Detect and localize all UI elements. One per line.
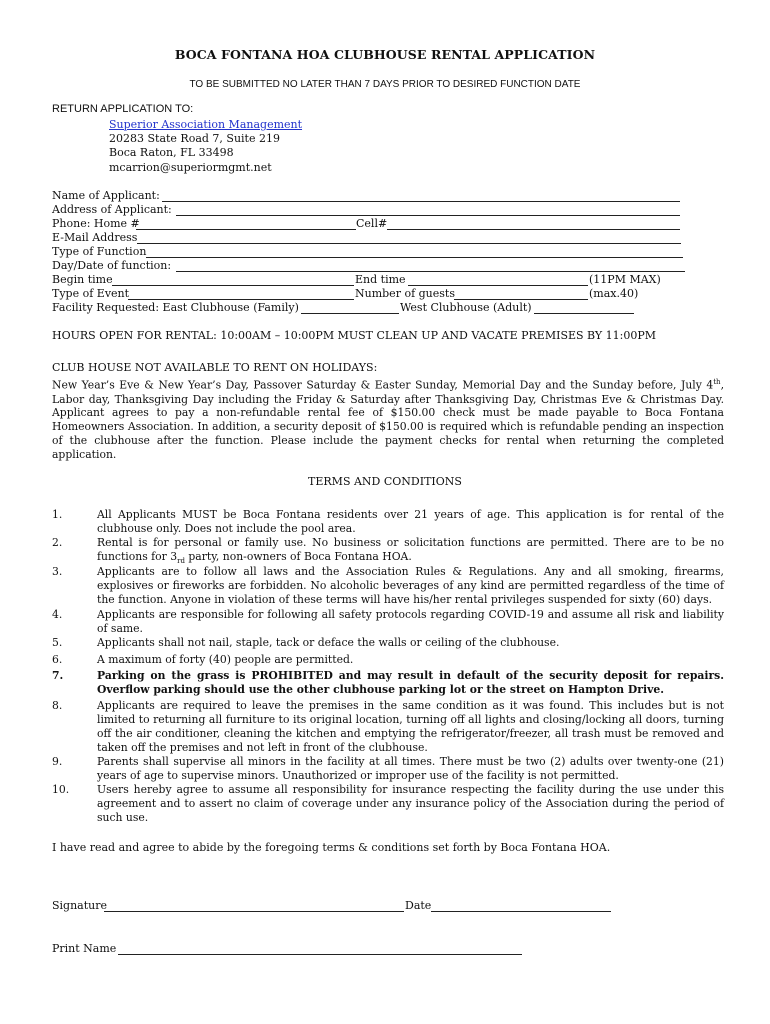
name-label: Name of Applicant: (52, 189, 160, 202)
type-function-field[interactable] (146, 257, 683, 258)
day-date-field[interactable] (176, 271, 685, 272)
guests-label: Number of guests (355, 287, 455, 300)
date-label: Date (405, 899, 432, 912)
type-event-field[interactable] (128, 299, 354, 300)
print-name-label: Print Name (52, 942, 117, 955)
print-name-field[interactable] (118, 954, 522, 955)
guests-field[interactable] (454, 299, 588, 300)
phone-home-label: Phone: Home # (52, 217, 140, 230)
end-time-field[interactable] (408, 285, 588, 286)
holidays-paragraph: New Year’s Eve & New Year’s Day, Passover Saturday & Easter Sunday, Memorial Day and the Sunday before, July 4th, Labor day, Thanksgiving Day including the Friday & Saturday after Thanksgiving Day, Christmas Eve & Christmas Day. Applicant agrees to pay a non-refundable rental fee of $150.00 check must be made payable to Boca Fontana Homeowners Association. In addition, a security deposit of $150.00 is required which is refundable pending an inspection of the clubhouse after the function. Please include the payment checks for rental when returning the completed application. (52, 378, 724, 462)
address-label: Address of Applicant: (52, 203, 172, 216)
facility-label: Facility Requested: East Clubhouse (Family) (52, 301, 299, 314)
phone-home-field[interactable] (136, 229, 356, 230)
end-time-label: End time (355, 273, 406, 286)
address-field[interactable] (176, 215, 680, 216)
type-function-label: Type of Function (52, 245, 147, 258)
terms-heading: TERMS AND CONDITIONS (308, 475, 462, 488)
company-link[interactable]: Superior Association Management (109, 118, 303, 131)
day-date-label: Day/Date of function: (52, 259, 172, 272)
west-clubhouse-label: West Clubhouse (Adult) (400, 301, 532, 314)
document-subtitle: TO BE SUBMITTED NO LATER THAN 7 DAYS PRIOR TO DESIRED FUNCTION DATE (189, 79, 581, 90)
begin-time-label: Begin time (52, 273, 113, 286)
application-page: BOCA FONTANA HOA CLUBHOUSE RENTAL APPLICATION TO BE SUBMITTED NO LATER THAN 7 DAYS PRIOR TO DESIRED FUNCTION DATE RETURN APPLICATION TO: Superior Association Management 20283 State Road 7, Suite 219 Boca Raton, FL 33498 mcarrion@superiormgmt.net Name of Applicant: Address of Applicant: Phone: Home # Cell# E-Mail Address Type of Function Day/Date of function: Begin time End time (11PM MAX) Type of Event Number of guests (max.40) Facility Requested: East Clubhouse (Family) West Clubhouse (Adult) HOURS OPEN FOR RENTAL: 10:00AM – 10:00PM MUST CLEAN UP AND VACATE PREMISES BY 11:00PM CLUB HOUSE NOT AVAILABLE TO RENT ON HOLIDAYS: New Year’s Eve & New Year’s Day, Passover Saturday & Easter Sunday, Memorial Day and the Sunday before, July 4th, Labor day, Thanksgiving Day including the Friday & Saturday after Thanksgiving Day, Christmas Eve & Christmas Day. Applicant agrees to pay a non-refundable rental fee of $150.00 check must be made payable to Boca Fontana Homeowners Association. In addition, a security deposit of $150.00 is required which is refundable pending an inspection of the clubhouse after the function. Please include the payment checks for rental when returning the completed application. TERMS AND CONDITIONS 1. All Applicants MUST be Boca Fontana residents over 21 years of age. This application is for rental of the clubhouse only. Does not include the pool area. 2. Rental is for personal or family use. No business or solicitation functions are permitted. There are to be no functions for $3_{rd}$ party, non-owners of Boca Fontana HOA. 3. Applicants are to follow all laws and the Association Rules & Regulations. Any and all smoking, firearms, explosives or fireworks are forbidden. No alcoholic beverages of any kind are permitted regardless of the time of the function. Anyone in violation of these terms will have his/her rental privileges suspended for sixty (60) days. 4. Applicants are responsible for following all safety protocols regarding COVID-19 and assume all risk and liability of same. 5. Applicants shall not nail, staple, tack or deface the walls or ceiling of the clubhouse. 6. A maximum of forty (40) people are permitted. 7. Parking on the grass is PROHIBITED and may result in default of the security deposit for repairs. Overflow parking should use the other clubhouse parking lot or the street on Hampton Drive. 8. Applicants are required to leave the premises in the same condition as it was found. This includes but is not limited to returning all furniture to its original location, turning off all lights and closing/locking all doors, turning off the air conditioner, cleaning the kitchen and emptying the refrigerator/freezer, all trash must be removed and taken off the premises and not left in front of the clubhouse. 9. Parents shall supervise all minors in the facility at all times. There must be two (2) adults over twenty-one (21) years of age to supervise minors. Unauthorized or improper use of the facility is not permitted. 10. Users hereby agree to assume all responsibility for insurance respecting the facility during the use under this agreement and to assert no claim of coverage under any insurance policy of the Association during the period of such use. I have read and agree to abide by the foregoing terms & conditions set forth by Boca Fontana HOA. Signature Date Print Name (0, 0, 770, 1024)
document-title: BOCA FONTANA HOA CLUBHOUSE RENTAL APPLICATION (174, 47, 596, 62)
holidays-heading: CLUB HOUSE NOT AVAILABLE TO RENT ON HOLIDAYS: (52, 361, 378, 374)
end-time-note: (11PM MAX) (589, 273, 661, 286)
type-event-label: Type of Event (52, 287, 130, 300)
date-field[interactable] (431, 911, 611, 912)
return-label: RETURN APPLICATION TO: (52, 103, 194, 115)
name-field[interactable] (162, 201, 680, 202)
signature-label: Signature (52, 899, 108, 912)
company-email: mcarrion@superiormgmt.net (109, 161, 272, 174)
company-city: Boca Raton, FL 33498 (109, 146, 234, 159)
hours-notice: HOURS OPEN FOR RENTAL: 10:00AM – 10:00PM MUST CLEAN UP AND VACATE PREMISES BY 11:00PM (52, 329, 657, 342)
company-street: 20283 State Road 7, Suite 219 (109, 132, 280, 145)
west-clubhouse-field[interactable] (534, 313, 634, 314)
begin-time-field[interactable] (112, 285, 354, 286)
agreement-statement: I have read and agree to abide by the foregoing terms & conditions set forth by Boca Fontana HOA. (52, 841, 611, 854)
signature-field[interactable] (104, 911, 404, 912)
east-clubhouse-field[interactable] (301, 313, 399, 314)
cell-label: Cell# (356, 217, 388, 230)
email-label: E-Mail Address (52, 231, 138, 244)
guests-note: (max.40) (589, 287, 639, 300)
cell-field[interactable] (387, 229, 680, 230)
email-field[interactable] (137, 243, 681, 244)
